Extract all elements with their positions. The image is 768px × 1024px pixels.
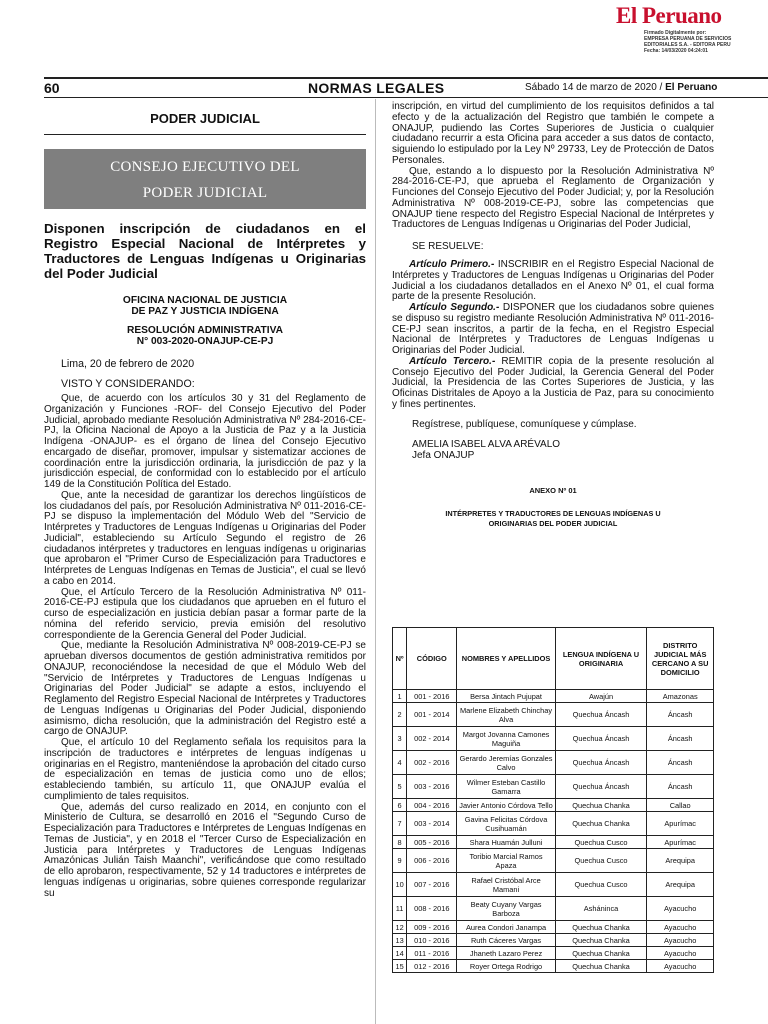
signer-title: Jefa ONAJUP (412, 449, 475, 461)
visto-heading: VISTO Y CONSIDERANDO: (61, 378, 195, 390)
resolution-line: N° 003-2020-ONAJUP-CE-PJ (136, 336, 274, 347)
cell-code: 010 - 2016 (407, 934, 457, 947)
cell-code: 001 - 2014 (407, 703, 457, 727)
cell-district: Ayacucho (647, 897, 714, 921)
institution-rule (44, 134, 366, 135)
table-row (393, 799, 714, 812)
cell-number: 5 (393, 775, 407, 799)
signature-block (392, 439, 714, 461)
annex-subtitle (392, 509, 714, 529)
cell-name: Gerardo Jeremías Gonzales Calvo (457, 751, 555, 775)
cell-code: 002 - 2016 (407, 751, 457, 775)
cell-language: Quechua Áncash (555, 727, 647, 751)
cell-language: Quechua Áncash (555, 775, 647, 799)
continuation-body (392, 102, 714, 231)
cell-district: Arequipa (647, 873, 714, 897)
council-line: PODER JUDICIAL (142, 185, 268, 201)
cell-language: Asháninca (555, 897, 647, 921)
office-name (44, 295, 366, 317)
paragraph: Que, de acuerdo con los artículos 30 y 31 del Reglamento de Organización y Funciones -ROF- del Consejo Ejecutivo del Poder Judicial, aprobado mediante Resolución Administrativa Nº 284-2016-CE-PJ, la Oficina Nacional de Apoyo a la Justicia de Paz y a la Justicia Indígena -ONAJUP- es el órgano de línea del Consejo Ejecutivo encargado de diseñar, promover, impulsar y sistematizar acciones de coordinación entre la jurisdicción ordinaria, la jurisdicción de paz y la jurisdicción especial, de conformidad con lo establecido por el artículo 149 de la Constitución Política del Estado. (44, 393, 366, 490)
column-divider (375, 99, 376, 1024)
institution-heading: PODER JUDICIAL (150, 111, 260, 126)
signature-line: EMPRESA PERUANA DE SERVICIOS (644, 36, 732, 42)
cell-number: 6 (393, 799, 407, 812)
signature-line: Firmado Digitalmente por: (644, 30, 707, 36)
page-number: 60 (44, 80, 60, 96)
table-row (393, 897, 714, 921)
paragraph: Que, el Artículo Tercero de la Resolución Administrativa Nº 011-2016-CE-PJ estipula que los ciudadanos que aprueben en el futuro el curso de especialización en justicia debían pasar a formar parte de la nómina del referido servicio, previa emisión del resolutivo correspondiente de la Gerencia General del Poder Judicial. (44, 586, 366, 641)
annex-title: ANEXO Nº 01 (529, 485, 577, 495)
article-text: DISPONER que los ciudadanos sobre quienes se dispuso su registro mediante Resolución Administrativa Nº 011-2016-CE-PJ sean inscritos, a partir de la fecha, en el Registro Especial Nacional de Intérpretes y Traductores de Lenguas Indígenas u Originarias del Poder Judicial. (392, 302, 714, 356)
cell-code: 001 - 2016 (407, 690, 457, 703)
header-code: CÓDIGO (407, 628, 457, 690)
cell-number: 14 (393, 947, 407, 960)
table-header-row (393, 628, 714, 690)
resolution-line: RESOLUCIÓN ADMINISTRATIVA (126, 325, 283, 336)
article-text: REMITIR copia de la presente resolución al Consejo Ejecutivo del Poder Judicial, la Gerencia General del Poder Judicial, la Presidencia de las Cortes Superiores de Justicia, y las Oficinas Distritales de Apoyo a la Justicia de Paz, para su conocimiento y fines pertinentes. (392, 355, 714, 410)
cell-district: Ayacucho (647, 947, 714, 960)
cell-name: Beaty Cuyany Vargas Barboza (457, 897, 555, 921)
table-row (393, 812, 714, 836)
cell-name: Rafael Cristóbal Arce Mamani (457, 873, 555, 897)
cell-number: 15 (393, 960, 407, 973)
cell-code: 012 - 2016 (407, 960, 457, 973)
table-row (393, 751, 714, 775)
cell-number: 4 (393, 751, 407, 775)
interpreters-table (392, 627, 714, 973)
cell-name: Marlene Elizabeth Chinchay Alva (457, 703, 555, 727)
table-row (393, 960, 714, 973)
cell-code: 009 - 2016 (407, 921, 457, 934)
header-rule (44, 77, 768, 79)
paragraph: Que, estando a lo dispuesto por la Resolución Administrativa Nº 284-2016-CE-PJ, que aprueba el Reglamento de Organización y Funciones del Consejo Ejecutivo del Poder Judicial; y, por la Resolución Administrativa Nº 008-2019-CE-PJ, sobre las competencias que ONAJUP tiene respecto del Registro Especial Nacional de Intérpretes y Traductores de Lenguas Indígenas u Originarias del Poder Judicial, (392, 165, 714, 231)
cell-name: Shara Huamán Julluni (457, 836, 555, 849)
signature-line: EDITORIALES S.A. - EDITORA PERU (644, 42, 731, 48)
table-row (393, 775, 714, 799)
considerations-body (44, 394, 366, 899)
cell-language: Quechua Chanka (555, 960, 647, 973)
cell-code: 011 - 2016 (407, 947, 457, 960)
cell-name: Javier Antonio Córdova Tello (457, 799, 555, 812)
cell-language: Quechua Cusco (555, 836, 647, 849)
cell-language: Quechua Áncash (555, 751, 647, 775)
cell-district: Áncash (647, 751, 714, 775)
article-label: Artículo Segundo.- (409, 302, 500, 313)
cell-number: 2 (393, 703, 407, 727)
article-paragraph (392, 357, 714, 411)
cell-number: 3 (393, 727, 407, 751)
cell-language: Quechua Cusco (555, 873, 647, 897)
council-banner (44, 149, 366, 209)
paragraph: Que, mediante la Resolución Administrativa Nº 008-2019-CE-PJ se aprueban diversos documentos de gestión administrativa remitidos por ONAJUP, reconociéndose la necesidad de que el Módulo Web del "Servicio de Intérpretes y Traductores de Lenguas Indígenas u Originarias del Poder Judicial" se adapte a estos, incluyendo el Reglamento del Registro Especial Nacional de Intérpretes y Traductores de Lenguas Indígenas u Originarias del Poder Judicial, disponiendo asimismo, dicha resolución, que la administración del Registro esté a cargo de ONAJUP. (44, 640, 366, 738)
el-peruano-logo: El Peruano (616, 3, 722, 28)
table-row (393, 934, 714, 947)
article-label: Artículo Primero.- (409, 259, 495, 270)
table-row (393, 873, 714, 897)
cell-district: Áncash (647, 703, 714, 727)
cell-name: Toribio Marcial Ramos Apaza (457, 849, 555, 873)
cell-number: 9 (393, 849, 407, 873)
header-rule-bottom (44, 97, 768, 98)
cell-name: Royer Ortega Rodrigo (457, 960, 555, 973)
table-row (393, 947, 714, 960)
document-title: Disponen inscripción de ciudadanos en el Registro Especial Nacional de Intérpretes y Traductores de Lenguas Indígenas u Originarias del Poder Judicial (44, 221, 366, 281)
closing-formula: Regístrese, publíquese, comuníquese y cúmplase. (412, 418, 637, 430)
resolution-date: Lima, 20 de febrero de 2020 (61, 358, 195, 370)
annex-subtitle-line: ORIGINARIAS DEL PODER JUDICIAL (488, 518, 618, 528)
article-text: INSCRIBIR en el Registro Especial Nacional de Intérpretes y Traductores de Lenguas Indígenas u Originarias del Poder Judicial a los ciudadanos detallados en el Anexo Nº 01, el cual forma parte de la presente Resolución. (392, 259, 714, 303)
cell-district: Apurímac (647, 812, 714, 836)
cell-code: 003 - 2016 (407, 775, 457, 799)
cell-name: Bersa Jintach Pujupat (457, 690, 555, 703)
resolution-number (44, 325, 366, 347)
office-line: DE PAZ Y JUSTICIA INDÍGENA (131, 306, 279, 317)
cell-district: Callao (647, 799, 714, 812)
cell-number: 8 (393, 836, 407, 849)
header-name: NOMBRES Y APELLIDOS (457, 628, 555, 690)
cell-name: Aurea Condori Janampa (457, 921, 555, 934)
section-title: NORMAS LEGALES (308, 80, 445, 96)
cell-name: Margot Jovanna Camones Maguiña (457, 727, 555, 751)
left-column (44, 104, 366, 899)
cell-language: Quechua Cusco (555, 849, 647, 873)
cell-language: Quechua Chanka (555, 921, 647, 934)
cell-district: Arequipa (647, 849, 714, 873)
header-language: LENGUA INDÍGENA U ORIGINARIA (555, 628, 647, 690)
cell-language: Quechua Chanka (555, 934, 647, 947)
cell-language: Quechua Chanka (555, 812, 647, 836)
cell-language: Quechua Chanka (555, 799, 647, 812)
cell-name: Wilmer Esteban Castillo Gamarra (457, 775, 555, 799)
paragraph: Que, el artículo 10 del Reglamento señala los requisitos para la inscripción de traductores e intérpretes de lenguas indígenas u originarias en el Registro, manteniéndose la aprobación del citado curso de especialización en temas de justicia como uno de ellos; estableciendo también, su artículo 11, que ONAJUP evalúa el cumplimiento de tales requisitos. (44, 737, 366, 802)
right-column (392, 102, 714, 529)
cell-code: 002 - 2014 (407, 727, 457, 751)
cell-number: 7 (393, 812, 407, 836)
paragraph: inscripción, en virtud del cumplimiento de los requisitos definidos a tal efecto y de la actualización del Registro que también le compete a ONAJUP, pudiendo las Cortes Superiores de Justicia o cualquier ciudadano recurrir a esta Oficina para acceder a sus datos de contacto, siguiendo lo estipulado por la Ley Nº 29733, Ley de Protección de Datos Personales. (392, 101, 714, 166)
cell-code: 008 - 2016 (407, 897, 457, 921)
digital-signature-stamp (644, 30, 766, 54)
paper-name: El Peruano (665, 82, 718, 93)
cell-district: Ayacucho (647, 921, 714, 934)
cell-code: 007 - 2016 (407, 873, 457, 897)
table-row (393, 727, 714, 751)
table-row (393, 836, 714, 849)
signer-name: AMELIA ISABEL ALVA ARÉVALO (412, 438, 561, 450)
article-label: Artículo Tercero.- (409, 355, 496, 367)
cell-name: Gavina Felicitas Córdova Cusihuamán (457, 812, 555, 836)
table-row (393, 690, 714, 703)
table-row (393, 703, 714, 727)
header-number: Nº (393, 628, 407, 690)
cell-language: Awajún (555, 690, 647, 703)
cell-district: Áncash (647, 727, 714, 751)
cell-code: 005 - 2016 (407, 836, 457, 849)
cell-number: 1 (393, 690, 407, 703)
annex-subtitle-line: INTÉRPRETES Y TRADUCTORES DE LENGUAS INDÍGENAS U (445, 508, 661, 518)
paragraph: Que, además del curso realizado en 2014, en conjunto con el Ministerio de Cultura, se desarrolló en 2016 el "Segundo Curso de Especialización para Traductores e Intérpretes de Lenguas Indígenas en Temas de Justicia", y en 2018 el "Tercer Curso de Especialización en Justicia para Intérpretes y Traductores de Lenguas Indígenas Amazónicas Julián Taish Maanchi", verificándose que como resultado de ello aprobaron, respectivamente, 52 y 14 traductores e intérpretes de lenguas indígenas u originarias, sobre quienes corresponde regularizar su (44, 801, 366, 899)
cell-district: Apurímac (647, 836, 714, 849)
office-line: OFICINA NACIONAL DE JUSTICIA (122, 295, 288, 306)
cell-code: 006 - 2016 (407, 849, 457, 873)
article-paragraph (392, 260, 714, 303)
cell-number: 13 (393, 934, 407, 947)
cell-number: 11 (393, 897, 407, 921)
cell-code: 003 - 2014 (407, 812, 457, 836)
cell-name: Ruth Cáceres Vargas (457, 934, 555, 947)
table-row (393, 921, 714, 934)
cell-district: Amazonas (647, 690, 714, 703)
article-paragraph (392, 303, 714, 357)
cell-language: Quechua Áncash (555, 703, 647, 727)
issue-date-text: Sábado 14 de marzo de 2020 / (525, 82, 663, 93)
articles (392, 260, 714, 411)
cell-number: 10 (393, 873, 407, 897)
table-row (393, 849, 714, 873)
cell-number: 12 (393, 921, 407, 934)
resolves-heading: SE RESUELVE: (412, 241, 484, 252)
header-district: DISTRITO JUDICIAL MÁS CERCANO A SU DOMICILIO (647, 628, 714, 690)
signature-line: Fecha: 14/03/2020 04:24:01 (644, 48, 708, 54)
paragraph: Que, ante la necesidad de garantizar los derechos lingüísticos de los ciudadanos del país, por Resolución Administrativa Nº 011-2016-CE-PJ se dispuso la implementación del Módulo Web del "Servicio de Intérpretes y Traductores de Lenguas Indígenas u Originarias del Poder Judicial", estableciendo su Artículo Segundo el registro de 26 ciudadanos intérpretes y traductores en lenguas indígenas u originarias que aprobaron el "Primer Curso de Especialización para Traductores e Intérpretes de Lenguas Indígenas en Temas de Justicia", el cual se llevó a cabo en 2014. (44, 489, 366, 587)
council-line: CONSEJO EJECUTIVO DEL (110, 159, 300, 175)
cell-code: 004 - 2016 (407, 799, 457, 812)
cell-language: Quechua Chanka (555, 947, 647, 960)
issue-date (525, 82, 717, 93)
cell-district: Ayacucho (647, 934, 714, 947)
cell-district: Áncash (647, 775, 714, 799)
cell-district: Ayacucho (647, 960, 714, 973)
cell-name: Jhaneth Lazaro Perez (457, 947, 555, 960)
